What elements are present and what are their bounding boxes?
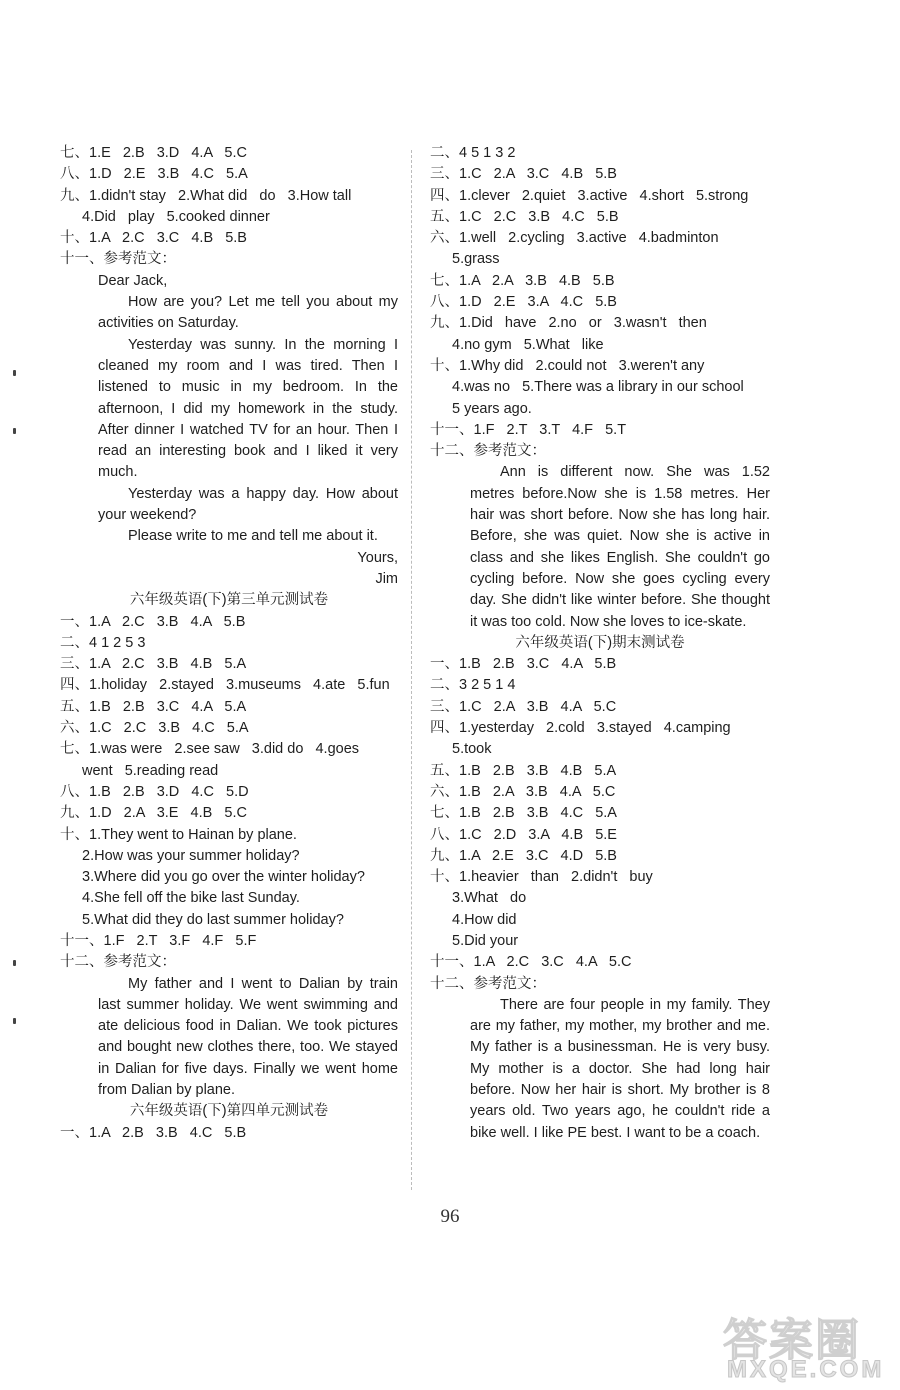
answer-line: 四、1.clever 2.quiet 3.active 4.short 5.strong	[430, 187, 749, 204]
answer-line: 一、1.B 2.B 3.C 4.A 5.B	[430, 656, 617, 673]
answer-line: 五、1.B 2.B 3.B 4.B 5.A	[430, 762, 617, 779]
answer-line: 5.Did your	[452, 932, 519, 949]
answer-block	[430, 143, 770, 462]
answer-line: 十、1.heavier than 2.didn't buy	[430, 869, 653, 886]
sample-essay	[430, 462, 770, 632]
sample-essay	[60, 974, 398, 1102]
section-heading: 十二、参考范文：	[430, 975, 546, 992]
answer-line: 八、1.D 2.E 3.A 4.C 5.B	[430, 294, 617, 311]
page-number: 96	[440, 1206, 460, 1227]
margin-mark	[13, 960, 16, 966]
answer-line: 5.took	[452, 741, 492, 758]
answer-line: 九、1.A 2.E 3.C 4.D 5.B	[430, 847, 617, 864]
letter-signature: Jim	[375, 570, 398, 587]
letter-greeting: Dear Jack,	[98, 272, 168, 289]
answer-line: 三、1.C 2.A 3.C 4.B 5.B	[430, 166, 617, 183]
answer-line: 十一、1.A 2.C 3.C 4.A 5.C	[430, 954, 632, 971]
watermark-domain: MXQE.COM	[727, 1356, 885, 1383]
section-heading: 十一、参考范文：	[60, 251, 176, 268]
answer-line: went 5.reading read	[82, 762, 219, 779]
section-heading: 十二、参考范文：	[430, 443, 546, 460]
margin-mark	[13, 370, 16, 376]
answer-line: 一、1.A 2.B 3.B 4.C 5.B	[60, 1124, 247, 1141]
answer-line: 四、1.yesterday 2.cold 3.stayed 4.camping	[430, 720, 731, 737]
answer-line: 4.She fell off the bike last Sunday.	[82, 890, 300, 907]
answer-line: 5.grass	[452, 251, 500, 268]
sample-essay-letter	[60, 271, 398, 590]
answer-line: 5 years ago.	[452, 400, 532, 417]
answer-block	[430, 654, 770, 995]
left-column	[60, 143, 398, 1144]
column-divider	[411, 150, 412, 1190]
margin-mark	[13, 428, 16, 434]
answer-line: 六、1.well 2.cycling 3.active 4.badminton	[430, 230, 719, 247]
answer-line: 4.was no 5.There was a library in our school	[452, 379, 744, 396]
answer-line: 三、1.C 2.A 3.B 4.A 5.C	[430, 698, 617, 715]
answer-line: 八、1.D 2.E 3.B 4.C 5.A	[60, 166, 248, 183]
answer-line: 五、1.B 2.B 3.C 4.A 5.A	[60, 698, 247, 715]
answer-block	[60, 612, 398, 974]
answer-line: 五、1.C 2.C 3.B 4.C 5.B	[430, 208, 619, 225]
answer-line: 四、1.holiday 2.stayed 3.museums 4.ate 5.fun	[60, 677, 390, 694]
essay-paragraph: My father and I went to Dalian by train last summer holiday. We went swimming and ate delicious food in Dalian. We took pictures and bought new clothes there, too. We stayed in Dalian for five days. Finally we went home from Dalian by plane.	[98, 975, 398, 1099]
answer-line: 4.How did	[452, 911, 517, 928]
answer-line: 十、1.Why did 2.could not 3.weren't any	[430, 357, 705, 374]
sample-essay	[430, 995, 770, 1144]
essay-paragraph: Please write to me and tell me about it.	[128, 528, 378, 545]
answer-line: 九、1.D 2.A 3.E 4.B 5.C	[60, 805, 247, 822]
answer-line: 3.What do	[452, 890, 527, 907]
watermark-logo	[705, 1302, 895, 1388]
answer-line: 七、1.A 2.A 3.B 4.B 5.B	[430, 272, 615, 289]
right-column	[430, 143, 770, 1144]
answer-line: 二、3 2 5 1 4	[430, 677, 516, 694]
answer-line: 二、4 5 1 3 2	[430, 145, 516, 161]
watermark-text: 答案圈	[723, 1316, 861, 1365]
essay-paragraph: Ann is different now. She was 1.52 metres before.Now she is 1.58 metres. Her hair was short before. Now she has long hair. Before, she was quiet. Now she is active in class and she likes English. She couldn't go cycling before. Now she goes cycling every day. She didn't like winter before. She thought it was too cold. Now she loves to ice-skate.	[470, 464, 770, 630]
answer-line: 一、1.A 2.C 3.B 4.A 5.B	[60, 613, 246, 630]
answer-line: 4.Did play 5.cooked dinner	[82, 208, 270, 225]
essay-paragraph: Yesterday was a happy day. How about your weekend?	[98, 485, 398, 524]
section-heading: 十二、参考范文：	[60, 954, 176, 971]
answer-line: 六、1.C 2.C 3.B 4.C 5.A	[60, 720, 249, 737]
answer-line: 九、1.didn't stay 2.What did do 3.How tall	[60, 187, 352, 204]
final-exam-title: 六年级英语(下)期末测试卷	[515, 634, 685, 651]
answer-line: 八、1.C 2.D 3.A 4.B 5.E	[430, 826, 617, 843]
answer-line: 八、1.B 2.B 3.D 4.C 5.D	[60, 783, 249, 800]
essay-paragraph: There are four people in my family. They are my father, my mother, my brother and me. My father is a businessman. He is very busy. My mother is a doctor. She had long hair before. Now her hair is short. My brother is 8 years old. Two years ago, he couldn't ride a bike well. I like PE best. I want to be a coach.	[470, 996, 770, 1141]
essay-paragraph: How are you? Let me tell you about my activities on Saturday.	[98, 294, 398, 332]
answer-line: 5.What did they do last summer holiday?	[82, 911, 344, 928]
answer-line: 十一、1.F 2.T 3.T 4.F 5.T	[430, 421, 627, 438]
answer-line: 三、1.A 2.C 3.B 4.B 5.A	[60, 656, 247, 673]
letter-closing: Yours,	[357, 549, 398, 566]
unit4-title: 六年级英语(下)第四单元测试卷	[129, 1103, 329, 1120]
essay-paragraph: Yesterday was sunny. In the morning I cleaned my room and I was tired. Then I listened to music in my bedroom. In the afternoon, I did my homework in the study. After dinner I watched TV for an hour. Then I read an interesting book and I liked it very much.	[98, 336, 398, 481]
answer-line: 七、1.B 2.B 3.B 4.C 5.A	[430, 805, 617, 822]
margin-mark	[13, 1018, 16, 1024]
answer-line: 十一、1.F 2.T 3.F 4.F 5.F	[60, 932, 257, 949]
answer-line: 七、1.was were 2.see saw 3.did do 4.goes	[60, 741, 360, 758]
answer-line: 4.no gym 5.What like	[452, 336, 604, 353]
answer-block	[60, 143, 398, 271]
answer-line: 七、1.E 2.B 3.D 4.A 5.C	[60, 145, 247, 161]
answer-line: 2.How was your summer holiday?	[82, 847, 300, 864]
answer-line: 二、4 1 2 5 3	[60, 634, 146, 651]
answer-line: 九、1.Did have 2.no or 3.wasn't then	[430, 315, 707, 332]
answer-line: 十、1.A 2.C 3.C 4.B 5.B	[60, 230, 247, 247]
answer-line: 六、1.B 2.A 3.B 4.A 5.C	[430, 783, 616, 800]
unit3-title: 六年级英语(下)第三单元测试卷	[129, 592, 329, 609]
answer-line: 十、1.They went to Hainan by plane.	[60, 826, 297, 843]
answer-line: 3.Where did you go over the winter holiday?	[82, 869, 365, 886]
